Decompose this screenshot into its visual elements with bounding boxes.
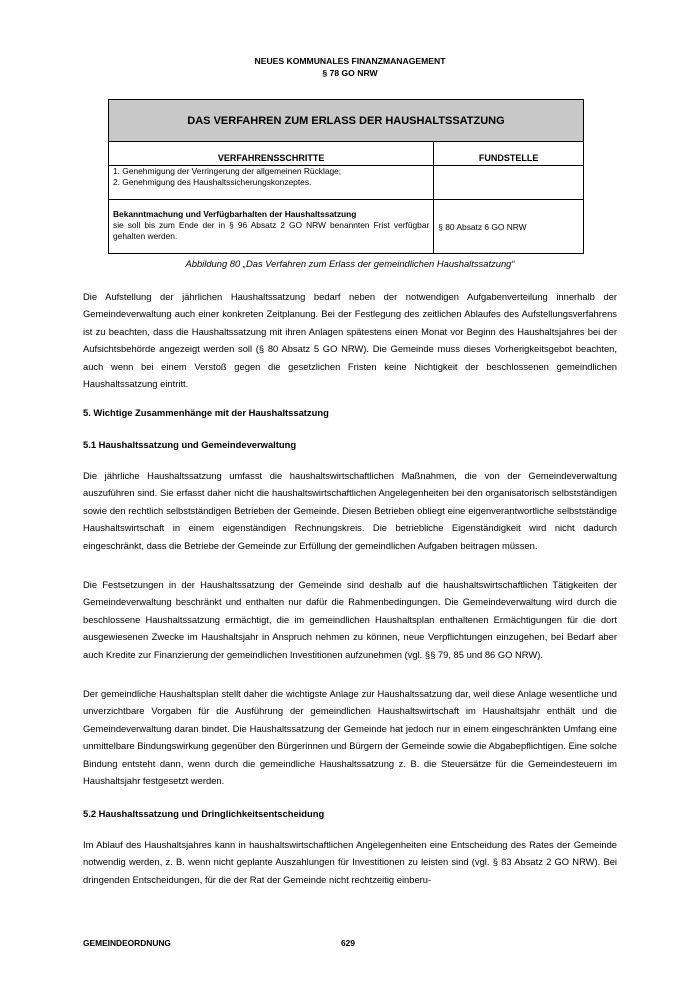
section-5-heading-block [83, 404, 617, 421]
paragraph: Die Festsetzungen in der Haushaltssatzung der Gemeinde sind deshalb auf die haushaltswirtschaftlichen Tätigkeiten der Gemeindeverwaltung beschränkt und enthalten nur dafür die Rahmenbedingungen. Die Gemeindeverwaltung wird durch die beschlossene Haushaltssatzung ermächtigt, die im gemeindlichen Haushaltsplan enthaltenen Ermächtigungen für die dort ausgewiesenen Zwecke im Haushaltsjahr in Anspruch nehmen zu können, neue Verpflichtungen einzugehen, bei Bedarf aber auch Kredite zur Finanzierung der gemeindlichen Investitionen aufzunehmen (vgl. §§ 79, 85 und 86 GO NRW). [83, 579, 617, 660]
figure-caption: Abbildung 80 „Das Verfahren zum Erlass der gemeindlichen Haushaltssatzung“ [185, 258, 515, 269]
section-heading: 5. Wichtige Zusammenhänge mit der Haushaltssatzung [83, 407, 329, 418]
procedure-table [108, 99, 584, 254]
paragraph: Die Aufstellung der jährlichen Haushaltssatzung bedarf neben der notwendigen Aufgabenverteilung innerhalb der Gemeindeverwaltung auch einer konkreten Zeitplanung. Bei der Festlegung des zeitlichen Ablaufes des Aufstellungsverfahrens ist zu beachten, dass die Haushaltssatzung mit ihren Anlagen spätestens einen Monat vor Beginn des Haushaltsjahres bei der Aufsichtsbehörde angezeigt werden soll (§ 80 Absatz 5 GO NRW). Die Gemeinde muss dieses Vorherigkeitsgebot beachten, auch wenn bei einem Verstoß gegen die gesetzlichen Fristen keine Nichtigkeit der beschlossenen gemeindlichen Haushaltssatzung eintritt. [83, 291, 617, 390]
page-footer [83, 938, 617, 948]
subsection-heading: 5.1 Haushaltssatzung und Gemeindeverwaltung [83, 439, 297, 450]
step-line: 1. Genehmigung der Verringerung der allgemeinen Rücklage; [113, 166, 342, 176]
step-cell [109, 166, 434, 200]
section-5-1-para-2 [83, 576, 617, 663]
header-title: NEUES KOMMUNALES FINANZMANAGEMENT [254, 56, 446, 66]
table-row [109, 200, 584, 254]
table-row [109, 166, 584, 200]
table-title: DAS VERFAHREN ZUM ERLASS DER HAUSHALTSSATZUNG [109, 100, 584, 142]
source-cell: § 80 Absatz 6 GO NRW [434, 200, 584, 254]
footer-title: GEMEINDEORDNUNG [83, 938, 171, 948]
header-paragraph-ref: § 78 GO NRW [322, 68, 378, 78]
section-5-1-para-3 [83, 685, 617, 789]
section-5-2-heading-block [83, 805, 617, 822]
source-cell [434, 166, 584, 200]
step-line: 2. Genehmigung des Haushaltssicherungskonzeptes. [113, 177, 312, 187]
intro-block [83, 288, 617, 392]
page-number: 629 [341, 938, 355, 948]
section-5-1-para-1 [83, 467, 617, 554]
column-header-steps: VERFAHRENSSCHRITTE [109, 142, 434, 166]
paragraph: Die jährliche Haushaltssatzung umfasst die haushaltswirtschaftlichen Maßnahmen, die von der Gemeindeverwaltung auszuführen sind. Sie erfasst daher nicht die haushaltswirtschaftlichen Angelegenheiten bei den organisatorisch selbstständigen sowie den rechtlich selbstständigen Betrieben der Gemeinde. Diesen Betrieben obliegt eine eigenverantwortliche selbstständige Haushaltswirtschaft in einem eigenständigen Rechnungskreis. Die betriebliche Eigenständigkeit wird nicht dadurch eingeschränkt, dass die Betriebe der Gemeinde zur Erfüllung der gemeindlichen Aufgaben beitragen müssen. [83, 470, 617, 551]
section-5-2-para-1 [83, 836, 617, 888]
step-cell [109, 200, 434, 254]
paragraph: Im Ablauf des Haushaltsjahres kann in haushaltswirtschaftlichen Angelegenheiten eine Entscheidung des Rates der Gemeinde notwendig werden, z. B. wenn nicht geplante Auszahlungen für Investitionen zu leisten sind (vgl. § 83 Absatz 2 GO NRW). Bei dringenden Entscheidungen, für die der Rat der Gemeinde nicht rechtzeitig einberu- [83, 839, 617, 885]
paragraph: Der gemeindliche Haushaltsplan stellt daher die wichtigste Anlage zur Haushaltssatzung dar, weil diese Anlage wesentliche und unverzichtbare Vorgaben für die Ausführung der gemeindlichen Haushaltswirtschaft im Haushaltsjahr enthält und die Gemeindeverwaltung daran bindet. Die Haushaltssatzung der Gemeinde hat jedoch nur in einem eingeschränkten Umfang eine unmittelbare Bindungswirkung gegenüber den Bürgerinnen und Bürgern der Gemeinde sowie die Abgabepflichtigen. Eine solche Bindung entsteht dann, wenn durch die gemeindliche Haushaltssatzung z. B. die Steuersätze für die Gemeindesteuern im Haushaltsjahr festgesetzt werden. [83, 688, 617, 787]
column-header-source: FUNDSTELLE [434, 142, 584, 166]
step-heading: Bekanntmachung und Verfügbarhalten der Haushaltssatzung [113, 209, 357, 219]
page-header [0, 55, 700, 79]
section-5-1-heading-block [83, 436, 617, 453]
step-text: sie soll bis zum Ende der in § 96 Absatz 2 GO NRW benannten Frist verfügbar gehalten werden. [113, 220, 430, 241]
subsection-heading: 5.2 Haushaltssatzung und Dringlichkeitsentscheidung [83, 808, 325, 819]
